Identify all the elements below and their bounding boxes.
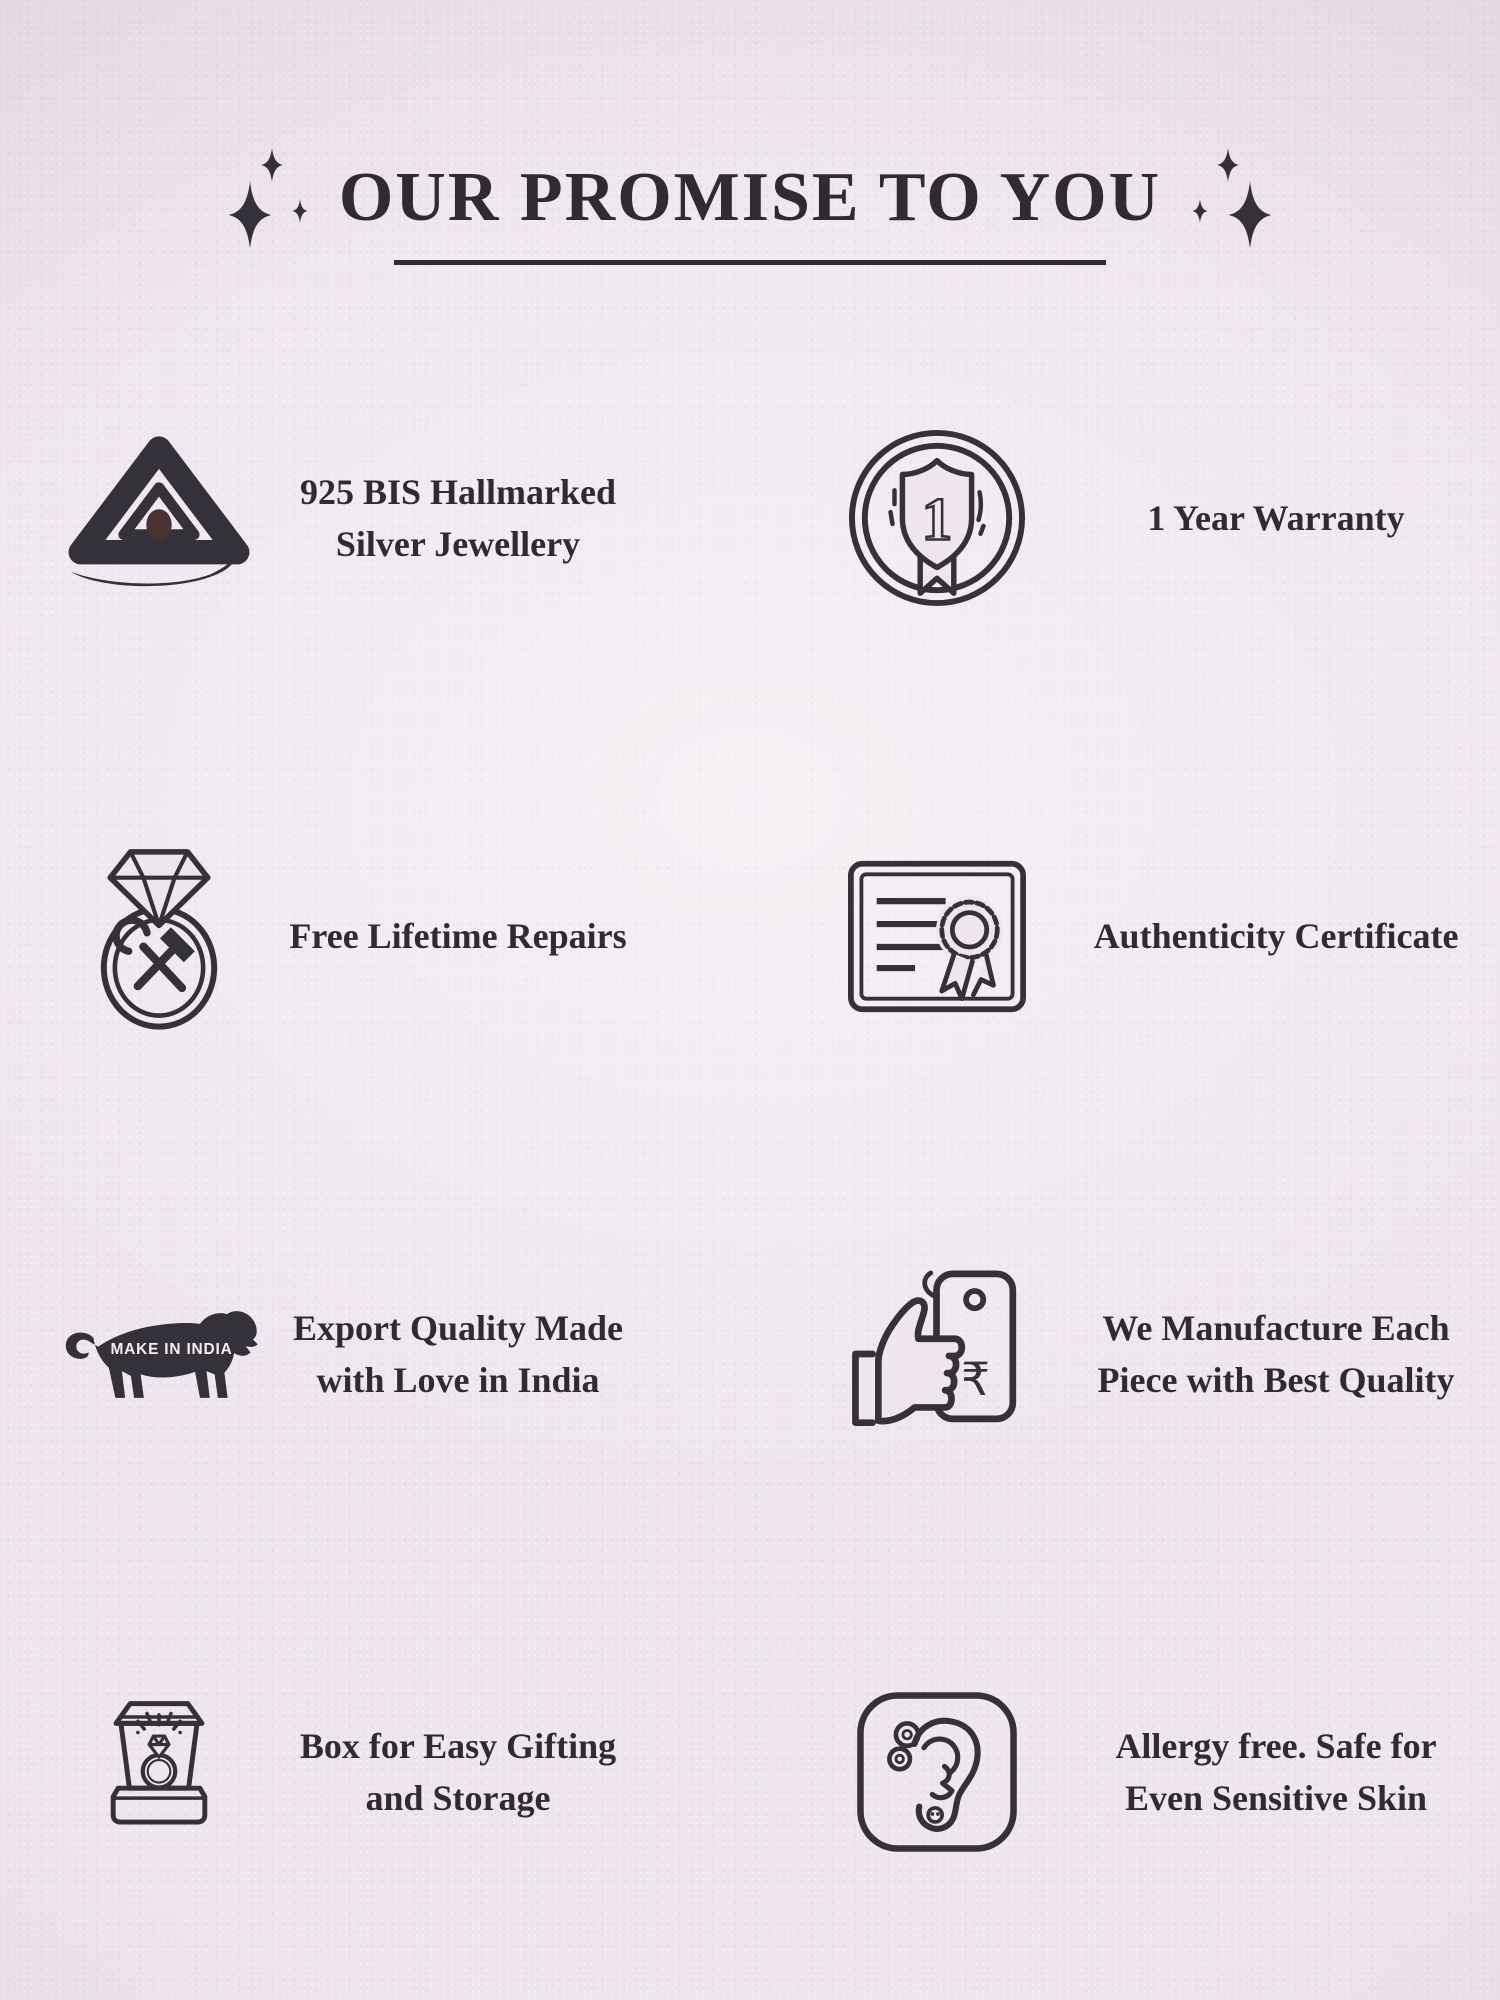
sparkles-left-icon xyxy=(220,139,315,257)
promise-grid xyxy=(0,309,1500,1981)
promise-label xyxy=(283,1720,633,1824)
promise-line: Even Sensitive Skin xyxy=(1124,1778,1428,1818)
promise-icon xyxy=(56,1294,261,1414)
header xyxy=(0,0,1500,265)
promise-icon xyxy=(56,839,261,1034)
promise-item-export-quality xyxy=(0,1145,750,1563)
promise-line: Allergy free. Safe for xyxy=(1115,1726,1437,1766)
promise-line: We Manufacture Each xyxy=(1102,1308,1450,1348)
warranty-number: 1 xyxy=(921,485,952,554)
rupee-symbol: ₹ xyxy=(960,1353,990,1407)
bis-hallmark-icon xyxy=(61,431,257,605)
promise-line: Free Lifetime Repairs xyxy=(289,916,627,956)
promise-line: 925 BIS Hallmarked xyxy=(299,472,617,512)
promise-icon xyxy=(56,431,261,605)
promise-item-repairs xyxy=(0,727,750,1145)
make-in-india-badge: MAKE IN INDIA xyxy=(110,1341,233,1358)
promise-label xyxy=(1061,1720,1491,1824)
promise-line: and Storage xyxy=(365,1778,551,1818)
promise-label xyxy=(283,466,633,570)
ear-with-earrings-icon xyxy=(853,1688,1021,1856)
promise-icon xyxy=(834,1688,1039,1856)
promise-line: Authenticity Certificate xyxy=(1093,916,1459,956)
promise-line: with Love in India xyxy=(316,1360,600,1400)
thumbs-up-price-tag-icon xyxy=(844,1268,1030,1440)
promise-item-certificate xyxy=(750,727,1500,1145)
promise-icon xyxy=(834,859,1039,1014)
promise-icon xyxy=(834,1268,1039,1440)
certificate-rosette-icon xyxy=(846,859,1028,1014)
page-title: OUR PROMISE TO YOU xyxy=(338,159,1162,236)
promise-line: Export Quality Made xyxy=(293,1308,623,1348)
promise-label xyxy=(1061,1302,1491,1406)
promise-item-bis-hallmark xyxy=(0,309,750,727)
promise-line: Silver Jewellery xyxy=(335,524,581,564)
promise-line: Box for Easy Gifting xyxy=(299,1726,617,1766)
promise-item-allergy-free xyxy=(750,1563,1500,1981)
promise-label xyxy=(283,1302,633,1406)
ring-with-tools-icon xyxy=(90,839,228,1034)
promise-line: Piece with Best Quality xyxy=(1097,1360,1455,1400)
warranty-shield-medal-icon xyxy=(848,429,1026,607)
promise-label xyxy=(283,910,633,962)
make-in-india-lion-icon xyxy=(56,1294,261,1414)
promise-line: 1 Year Warranty xyxy=(1147,498,1405,538)
promise-item-warranty xyxy=(750,309,1500,727)
promise-icon xyxy=(834,429,1039,607)
ring-box-icon xyxy=(99,1698,219,1846)
promise-item-best-quality xyxy=(750,1145,1500,1563)
promise-label xyxy=(1061,910,1491,962)
sparkles-right-icon xyxy=(1185,139,1280,257)
promise-item-gift-box xyxy=(0,1563,750,1981)
promise-icon xyxy=(56,1698,261,1846)
promise-label xyxy=(1061,492,1491,544)
title-underline xyxy=(394,260,1106,265)
